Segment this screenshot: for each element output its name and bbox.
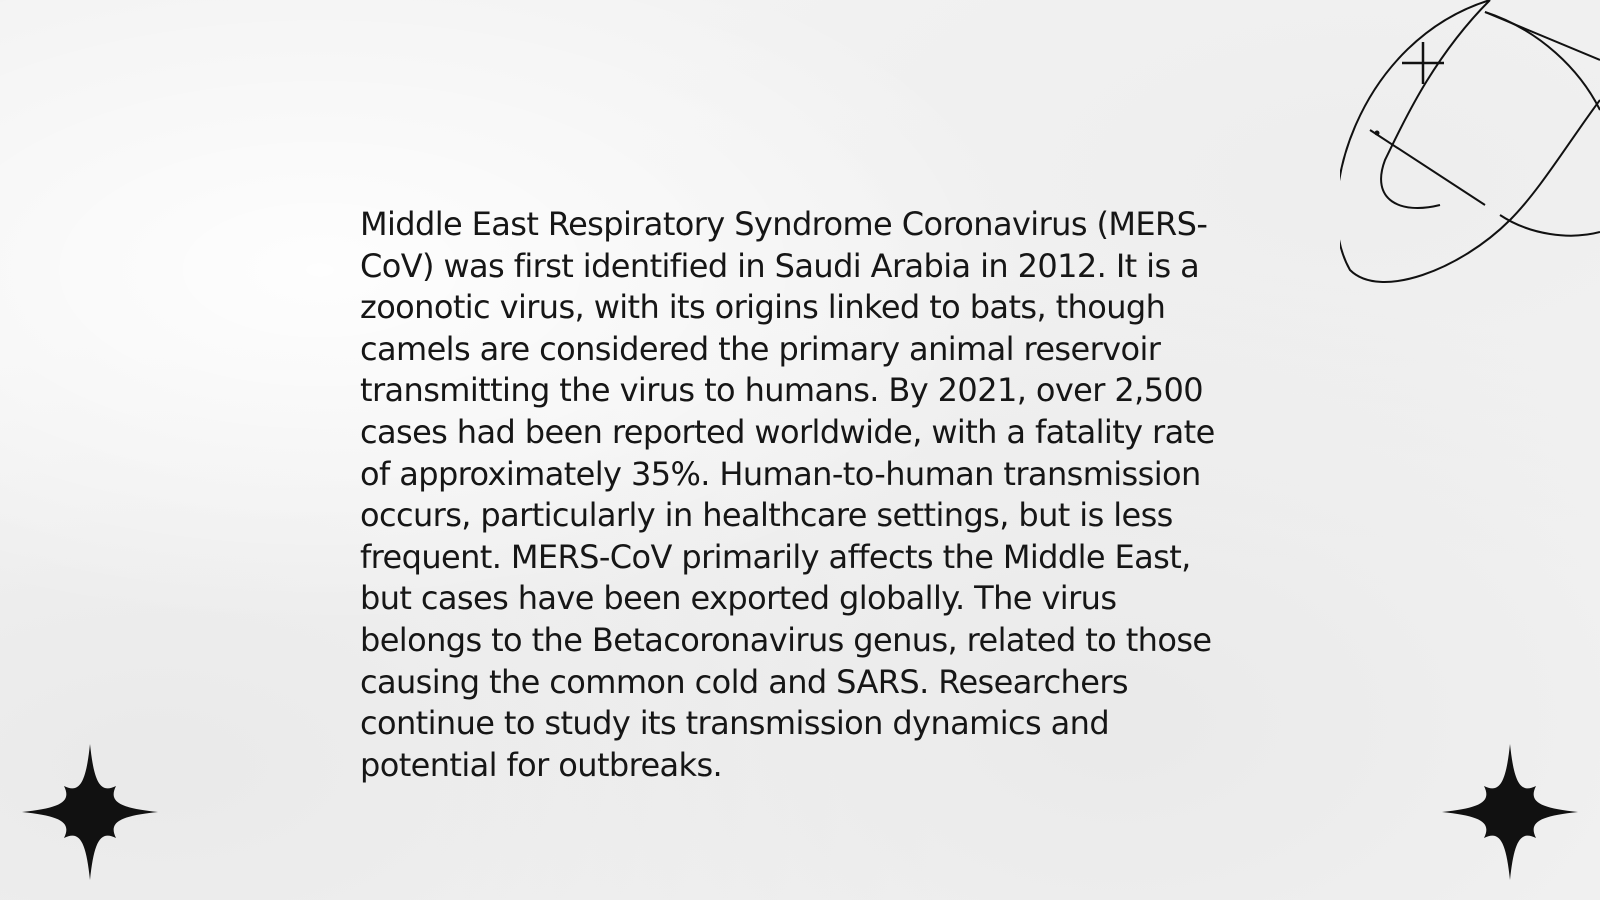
orbit-lines-icon — [1340, 0, 1600, 290]
sparkle-star-icon — [18, 740, 162, 884]
sparkle-star-icon — [1438, 740, 1582, 884]
body-paragraph: Middle East Respiratory Syndrome Coronavirus (MERS-CoV) was first identified in Saudi Arabia in 2012. It is a zoonotic virus, with its origins linked to bats, though camels are considered the primary animal reservoir transmitting the virus to humans. By 2021, over 2,500 cases had been reported worldwide, with a fatality rate of approximately 35%. Human-to-human transmission occurs, particularly in healthcare settings, but is less frequent. MERS-CoV primarily affects the Middle East, but cases have been exported globally. The virus belongs to the Betacoronavirus genus, related to those causing the common cold and SARS. Researchers continue to study its transmission dynamics and potential for outbreaks. — [360, 205, 1215, 784]
